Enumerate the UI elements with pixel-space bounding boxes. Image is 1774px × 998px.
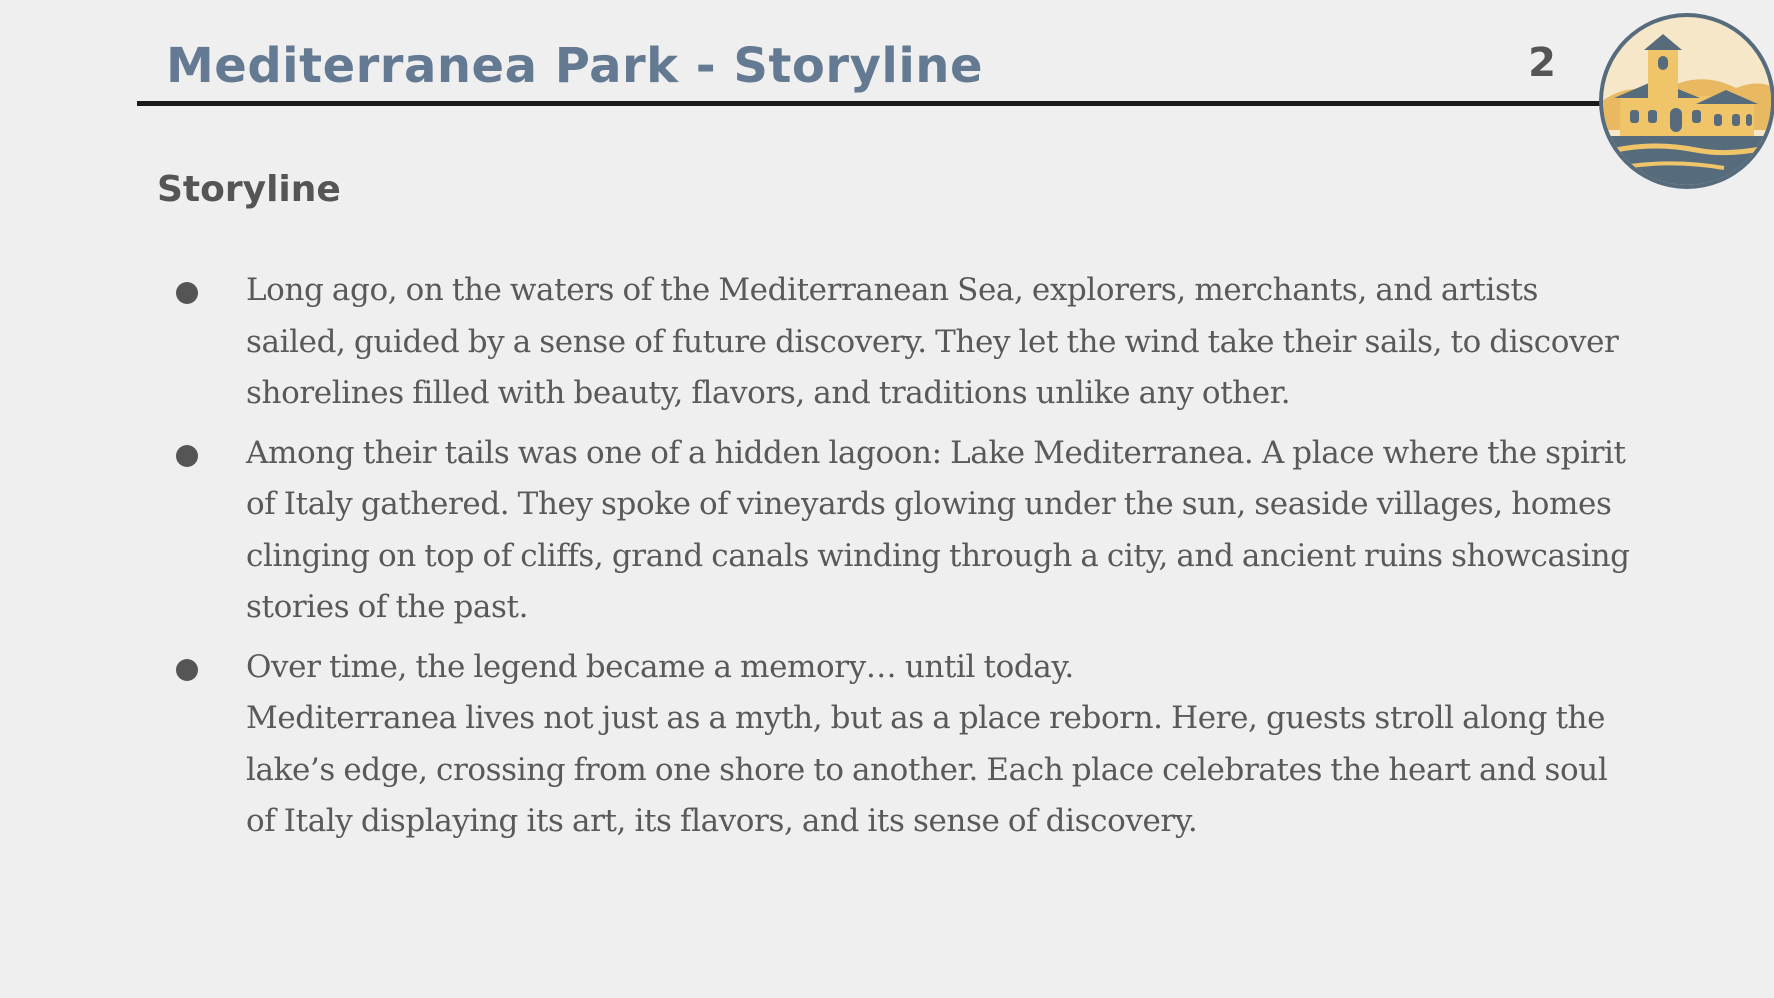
bullet-text	[246, 428, 1630, 634]
bullet-text	[246, 265, 1630, 420]
bullet-item	[170, 428, 1630, 634]
section-heading: Storyline	[157, 169, 341, 210]
bullet-paragraph: Long ago, on the waters of the Mediterranean Sea, explorers, merchants, and artists sailed, guided by a sense of future discovery. They let the wind take their sails, to discover shorelines filled with beauty, flavors, and traditions unlike any other.	[246, 272, 1619, 411]
bullet-item	[170, 265, 1630, 420]
slide-title: Mediterranea Park - Storyline	[166, 38, 983, 94]
villa-logo-icon	[1596, 10, 1774, 192]
bullet-point-icon	[176, 659, 198, 681]
bullet-point-icon	[176, 282, 198, 304]
bullet-continuation-paragraph: Mediterranea lives not just as a myth, but as a place reborn. Here, guests stroll along the lake’s edge, crossing from one shore to another. Each place celebrates the heart and soul of Italy displaying its art, its flavors, and its sense of discovery.	[246, 700, 1608, 839]
bullet-paragraph: Over time, the legend became a memory… until today.	[246, 648, 1074, 685]
bullet-paragraph: Among their tails was one of a hidden lagoon: Lake Mediterranea. A place where the spirit of Italy gathered. They spoke of vineyards glowing under the sun, seaside villages, homes clinging on top of cliffs, grand canals winding through a city, and ancient ruins showcasing stories of the past.	[246, 434, 1630, 625]
bullet-item	[170, 642, 1630, 848]
storyline-bullet-list	[170, 265, 1630, 856]
bullet-point-icon	[176, 445, 198, 467]
title-divider	[137, 101, 1602, 106]
bullet-text	[246, 642, 1630, 848]
page-number: 2	[1528, 40, 1556, 86]
